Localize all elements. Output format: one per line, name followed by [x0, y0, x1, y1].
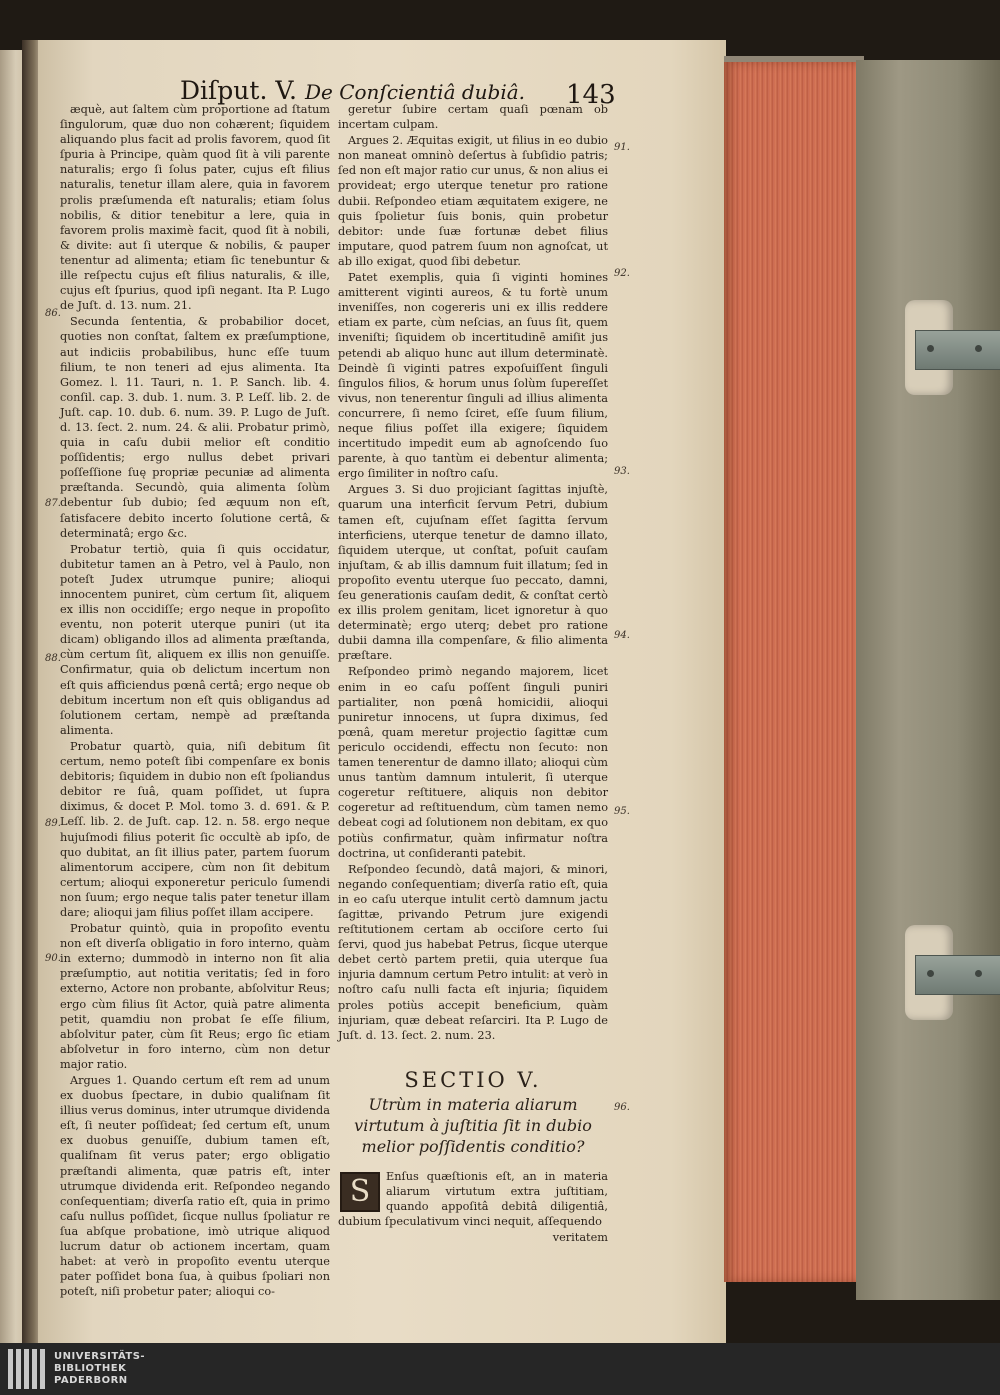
running-head-disputation: Diſput. V. [180, 76, 297, 105]
paragraph: Probatur tertiò, quia ſi quis occidatur, dubitetur tamen an à Petro, vel à Paulo, non poteſt Judex utrumque punire; alioqui innocentem puniret, cùm certum ſit, aliquem ex illis non occidiſſe; ergo neque in propoſito eventu, non poterit uterque puniri (ut ita dicam) obligando illos ad alimenta præſtanda, cùm certum ſit, aliquem ex illis non genuiſſe. Confirmatur, quia ob delictum incertum non eſt quis afficiendus pœnâ certâ; ergo neque ob debitum incertum non eſt quis obligandus ad ſolutionem certam, nempè ad præſtanda alimenta. [60, 542, 330, 737]
margin-number: 95. [614, 806, 630, 817]
library-line: BIBLIOTHEK [54, 1363, 127, 1374]
library-footer [0, 1343, 1000, 1395]
running-head-title: De Conſcientiâ dubiâ. [304, 80, 526, 104]
catchword: veritatem [552, 1231, 608, 1245]
section-question: Utrùm in materia aliarum virtutum à juſtitia ſit in dubio melior poſſidentis conditio? [354, 1094, 592, 1156]
section-paragraph [338, 1169, 608, 1229]
library-name [54, 1351, 145, 1387]
red-page-edges [724, 62, 858, 1282]
paragraph: Argues 1. Quando certum eſt rem ad unum ex duobus ſpectare, in dubio qualiſnam ſit illius verus dominus, inter utrumque dividenda eſt, ſi neuter poſſideat; ſed certum eſt, unum ex duobus genuiſſe, dubium tamen eſt, qualiſnam ſit verus pater; ergo obligatio præſtandi alimenta, quæ patris eſt, inter utrumque dividenda erit. Reſpondeo negando conſequentiam; diverſa ratio eſt, quia in primo caſu nullus poſſidet, ſicque nullus ſpoliatur re ſua abſque probatione, imò utrique aliquod lucrum datur ob actionem incertam, quam habet: at verò in propoſito eventu uterque pater poſſidet bona ſua, à quibus ſpoliari non poteſt, niſi probetur pater; alioqui co- [60, 1074, 330, 1299]
margin-number: 89. [45, 818, 61, 829]
library-logo-icon [8, 1349, 48, 1389]
library-line: PADERBORN [54, 1375, 128, 1386]
paragraph: æquè, aut ſaltem cùm proportione ad ſtatum ſingulorum, quæ duo non cohærent; ſiquidem aliquando plus facit ad prolis favorem, quod ſit ſpuria à Principe, quàm quod ſit à vili parente naturalis; ergo ſi ſolus pater, cujus eſt filius naturalis, tenetur illam alere, quia in favorem prolis præſumenda eſt naturalis; etiam ſolus nobilis, & ditior tenebitur a lere, quia in favorem prolis maximè facit, quod ſit à nobili, & divite: aut ſi uterque & nobilis, & pauper tenentur ad alimenta; etiam ſic tenebuntur & ille reſpectu cujus eſt filius naturalis, & ille, cujus eſt ſpurius, quod ipſi negant. Ita P. Lugo de Juſt. d. 13. num. 21. [60, 103, 330, 313]
margin-number: 92. [614, 268, 630, 279]
library-line: UNIVERSITÄTS- [54, 1351, 146, 1362]
margin-number: 93. [614, 466, 630, 477]
paragraph: Secunda ſententia, & probabilior docet, quoties non conſtat, ſaltem ex præſumptione, aut indiciis probabilibus, hunc eſſe tuum filium, te non teneri ad ejus alimenta. Ita Gomez. l. 11. Tauri, n. 1. P. Sanch. lib. 4. conſil. cap. 3. dub. 1. num. 3. P. Leſſ. lib. 2. de Juſt. cap. 10. dub. 6. num. 39. P. Lugo de Juſt. d. 13. ſect. 2. num. 24. & alii. Probatur primò, quia in caſu dubii melior eſt conditio poſſidentis; ergo nullus debet privari poſſeſſione ſuę propriæ pecuniæ ad alimenta præſtanda. Secundò, quia alimenta ſolùm debentur ſub dubio; ſed æquum non eſt, ſatisfacere debito incerto ſolutione certâ, & determinatâ; ergo &c. [60, 315, 330, 540]
clasp-bottom [905, 925, 1000, 1020]
page-number: 143 [566, 80, 616, 110]
margin-number: 94. [614, 630, 630, 641]
book-cover [856, 60, 1000, 1300]
right-column [338, 102, 608, 1245]
margin-number: 88. [45, 653, 61, 664]
margin-number: 86. [45, 308, 61, 319]
decorated-initial: S [340, 1172, 380, 1212]
margin-number: 90. [45, 953, 61, 964]
paragraph: Reſpondeo ſecundò, datâ majori, & minori, negando conſequentiam; diverſa ratio eſt, quia in eo caſu uterque intulit certò damnum jactu ſagittæ, privando Petrum jure exigendi reſtitutionem certam ab occiſore certo ſui ſervi, quod jus habebat Petrus, ſicque uterque debet certò partem pretii, quia uterque ſua injuria damnum certum Petro intulit: at verò in noſtro caſu nulli facta eſt injuria; ſiquidem proles potiùs accepit beneficium, quàm injuriam, quæ debeat reſarciri. Ita P. Lugo de Juſt. d. 13. ſect. 2. num. 23. [338, 862, 608, 1042]
paragraph: Probatur quartò, quia, niſi debitum ſit certum, nemo poteſt ſibi compenſare ex bonis debitoris; ſiquidem in dubio non eſt ſpoliandus debitor re ſuâ, quam poſſidet, ut ſupra diximus, & docet P. Mol. tomo 3. d. 691. & P. Leſſ. lib. 2. de Juſt. cap. 12. n. 58. ergo neque hujuſmodi filius poterit ſic occultè ab ipſo, de quo dubitat, an ſit illius pater, partem ſuorum alimentorum accipere, cùm non ſit debitum certum; alioqui exponeretur periculo ſumendi non ſuum; ergo neque talis pater tenetur illam dare; alioqui jam filius poſſet illam accipere. [60, 739, 330, 919]
paragraph: Patet exemplis, quia ſi viginti homines amitterent viginti aureos, & tu fortè unum inveniſſes, non cogereris uni ex illis reddere etiam ex parte, cùm neſcias, an ſuus ſit, quem inveniſti; ſiquidem ob incertitudinē amiſit jus petendi ab aliquo hunc aut illum determinatè. Deindè ſi viginti patres expoſuiſſent ſinguli ſingulos filios, & horum unus ſolùm ſupereſſet vivus, non tenerentur ſinguli ad illius alimenta concurrere, ſi nemo ſciret, eſſe ſuum filium, neque filius poſſet illa exigere; ſiquidem incertitudo impedit eum ab agnoſcendo ſuo parente, à quo tantùm ei debentur alimenta; ergo ſimiliter in noſtro caſu. [338, 271, 608, 481]
paragraph: Probatur quintò, quia in propoſito eventu non eſt diverſa obligatio in foro interno, quàm in externo; dummodò in interno non ſit alia præſumptio, aut notitia veritatis; ſed in foro externo, Actore non probante, abſolvitur Reus; ergo cùm filius ſit Actor, quià patre alimenta petit, quamdiu non probat ſe eſſe filium, abſolvitur pater, cùm ſit Reus; ergo ſic etiam abſolvetur in foro interno, cùm non detur major ratio. [60, 922, 330, 1071]
paragraph: Argues 3. Si duo projiciant ſagittas injuſtè, quarum una interficit ſervum Petri, dubium tamen eſt, cujuſnam eſſet ſagitta ſervum interficiens, uterque tenetur de damno illato, ſiquidem uterque, ut conſtat, poſuit cauſam injuſtam, & ab illis damnum fuit illatum; ſed in propoſito eventu uterque ſuo peccato, damni, ſeu generationis cauſam dedit, & conſtat certò ex illis prolem genitam, licet ignoretur à quo determinatè; ergo uterq; debet pro ratione dubii damna illa compenſare, & filio alimenta præſtare. [338, 483, 608, 663]
margin-number: 96. [614, 1102, 630, 1113]
paragraph: Argues 2. Æquitas exigit, ut filius in eo dubio non maneat omninò deſertus à ſubſidio patris; ſed non eſt major ratio cur unus, & non alius ei provideat; ergo uterque tenetur pro ratione dubii. Reſpondeo etiam æquitatem exigere, ne quis ſpolietur ſuis bonis, quin probetur debitor: unde ſuæ fortunæ debet filius imputare, quod patrem ſuum non agnoſcat, ut ab illo exigat, quod ſibi debetur. [338, 134, 608, 268]
margin-number: 91. [614, 142, 630, 153]
clasp-top [905, 300, 1000, 395]
paragraph: geretur ſubire certam quaſi pœnam ob incertam culpam. [338, 103, 608, 132]
section-text: Enſus quæſtionis eſt, an in materia aliarum virtutum extra juſtitiam, quando appoſitâ debitâ diligentiâ, dubium ſpeculativum vinci nequit, aſſequendo [338, 1169, 608, 1229]
margin-number: 87. [45, 498, 61, 509]
section-heading: SECTIO V. [404, 1067, 542, 1092]
left-column [60, 102, 330, 1300]
paragraph: Reſpondeo primò negando majorem, licet enim in eo caſu poſſent ſinguli puniri partialiter, non pœnâ homicidii, alioqui puniretur innocens, ut ſupra diximus, ſed pœnâ, quam meretur projectio ſagittæ cum periculo occidendi, effectu non ſecuto: non tamen tenerentur de damno illato; alioqui cùm unus tantùm damnum intulerit, ſi uterque cogeretur reſtituere, aliquis non debitor cogeretur ad reſtituendum, cùm tamen nemo debeat cogi ad ſolutionem non debitam, ex quo potiùs confirmatur, quàm infirmatur noſtra doctrina, ut conſideranti patebit. [338, 665, 608, 860]
